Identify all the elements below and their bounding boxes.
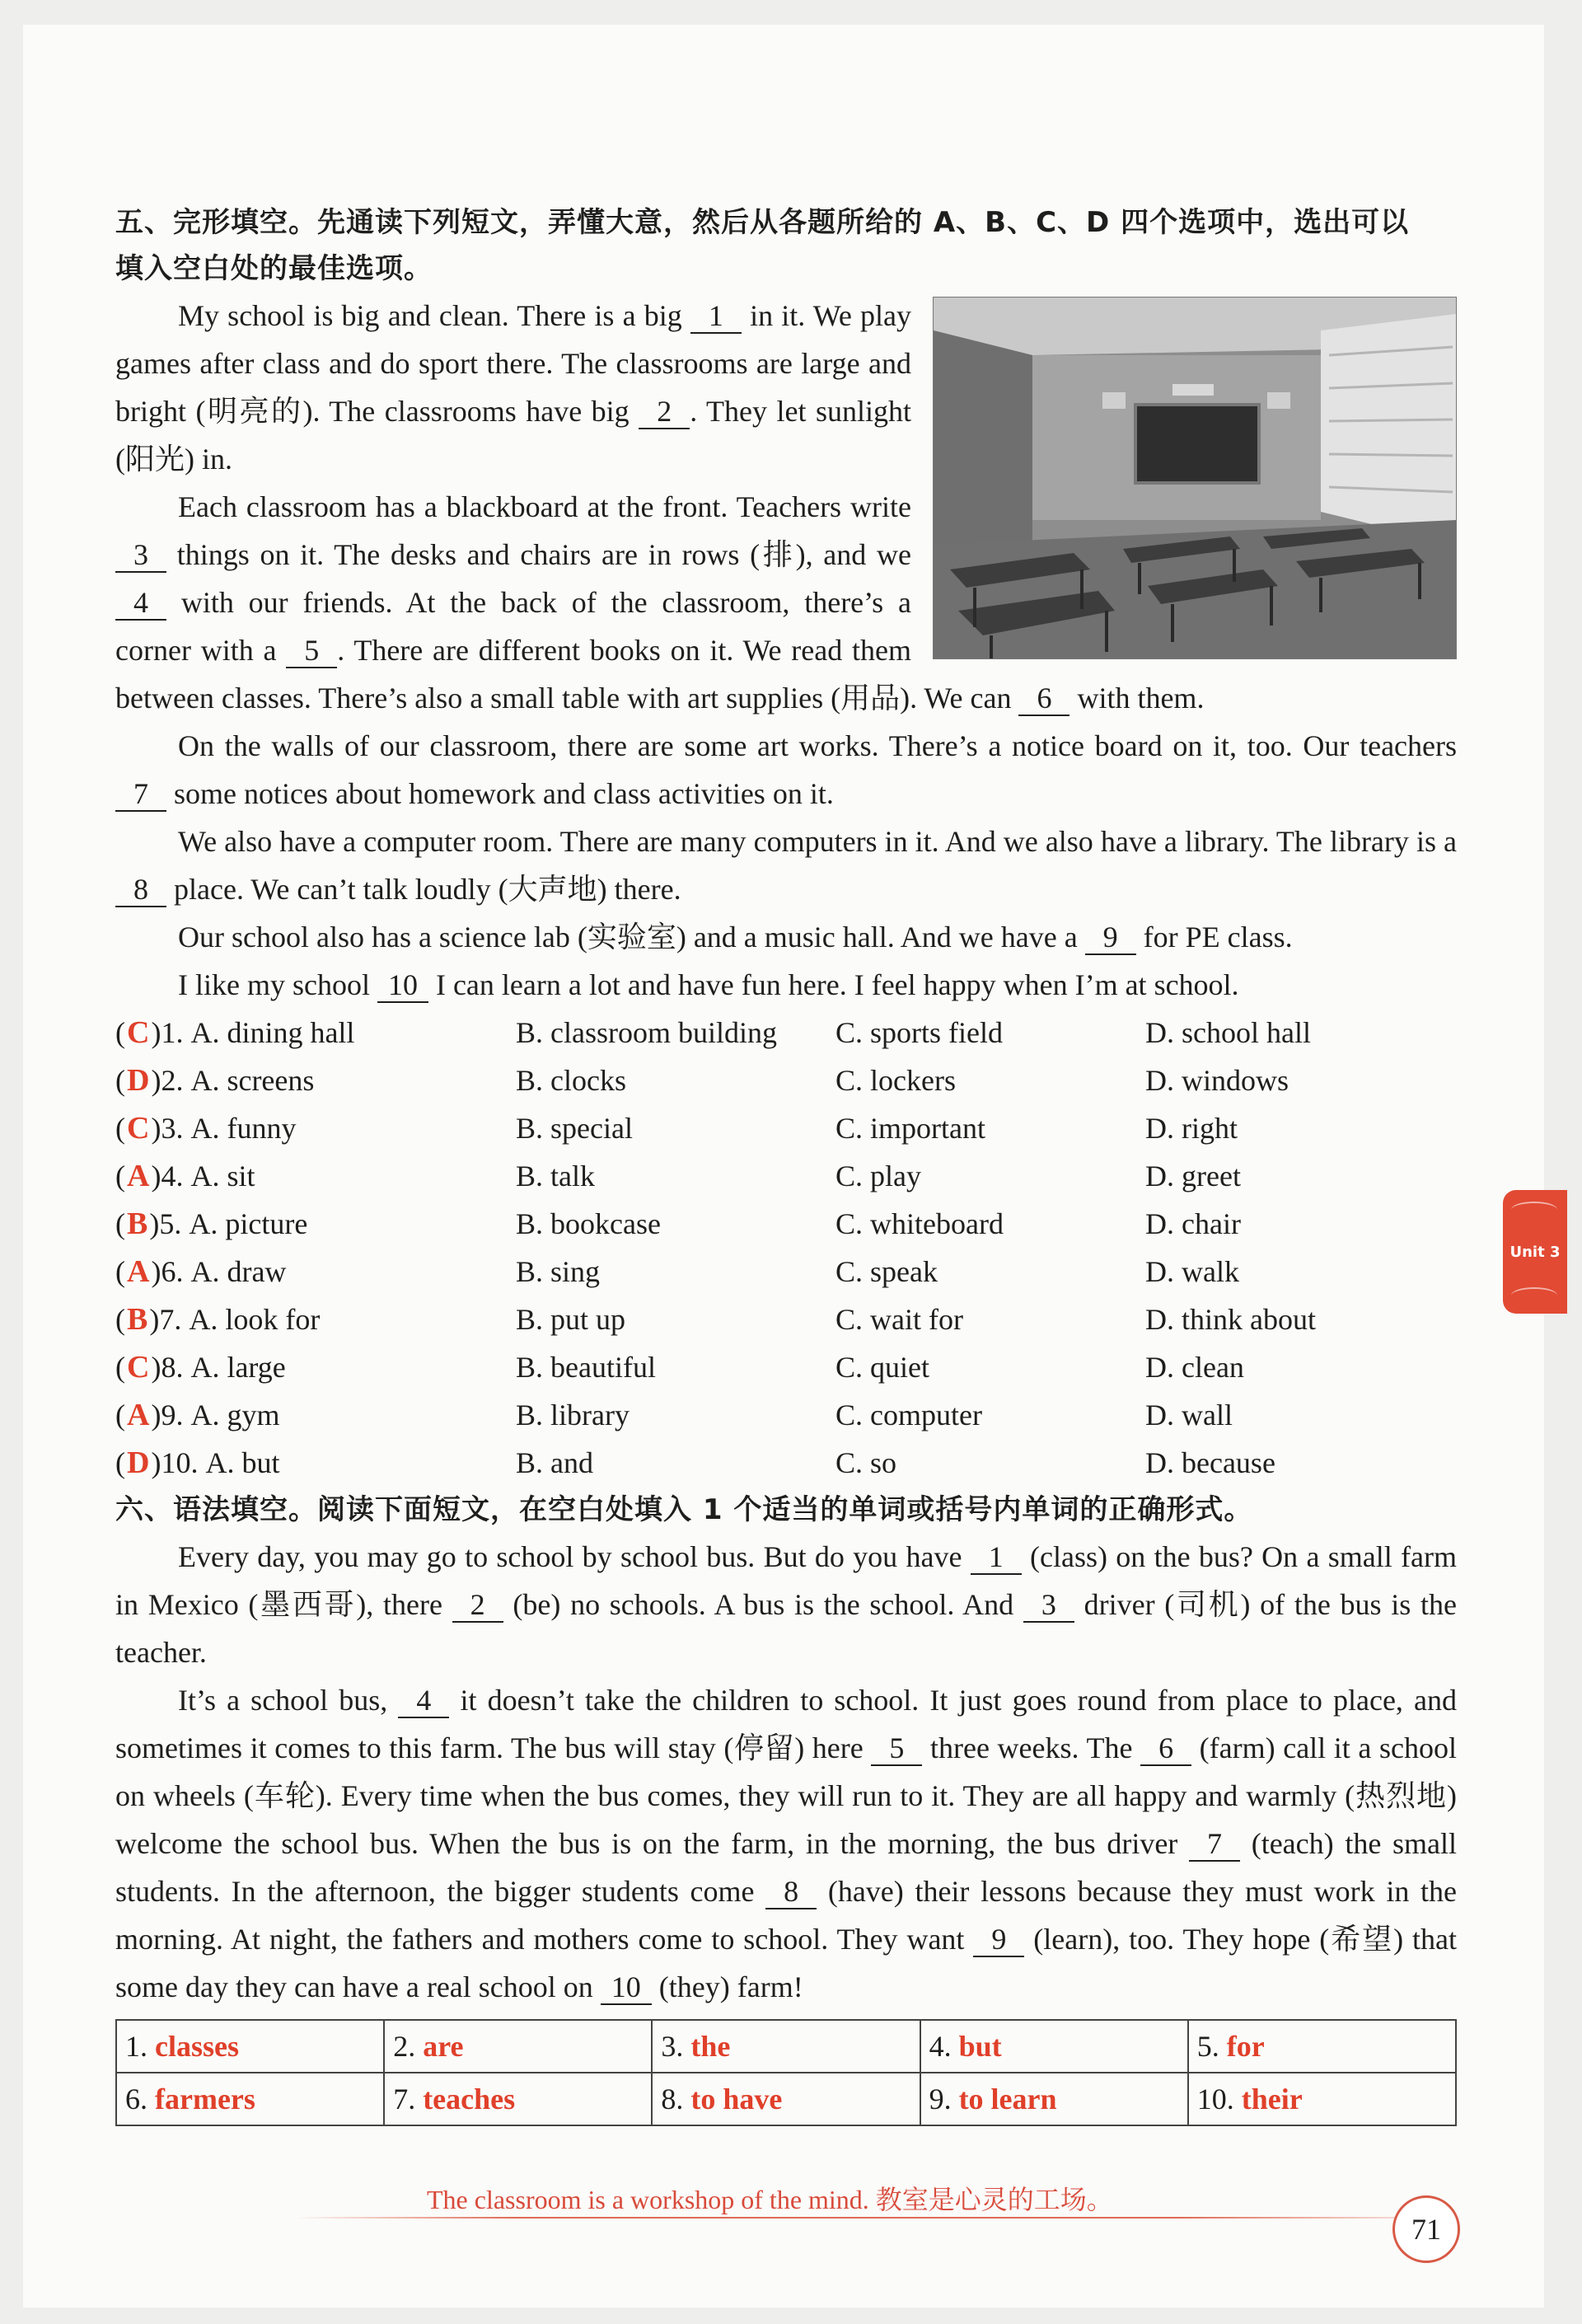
question-number: 3. [161,1112,184,1145]
answer-paren: ) [151,1112,161,1145]
question-number: 9. [161,1399,184,1431]
question-stem [115,1200,516,1248]
question-row [115,1200,1457,1248]
option-c: C. wait for [835,1303,963,1336]
spacer [415,2030,423,2063]
question-stem [115,1009,516,1057]
answer-letter: A [127,1398,150,1432]
answer-paren: ( [115,1160,125,1192]
option-d: D. greet [1145,1160,1241,1192]
option-b: B. library [516,1399,630,1431]
spacer [415,2083,423,2115]
answer-paren: ( [115,1016,125,1049]
blank-number: 5 [871,1731,922,1766]
blank-number: 2 [452,1588,503,1623]
blank-number: 1 [971,1540,1022,1575]
option-b: B. bookcase [516,1207,661,1240]
spacer [147,2083,155,2115]
question-number: 4. [161,1160,184,1192]
option-a: A. dining hall [190,1016,355,1049]
question-row [115,1057,1457,1104]
question-stem [115,1104,516,1152]
passage-text: with our friends. At the back of the classroom, there’s a corner with a [115,586,911,667]
question-number: 7. [159,1303,182,1336]
option-c: C. lockers [835,1064,956,1097]
option-d: D. windows [1145,1064,1289,1097]
passage-text: Our school also has a science lab (实验室) and a music hall. And we have a [178,921,1085,953]
option-a: A. funny [190,1112,297,1145]
section5-heading-line2: 填入空白处的最佳选项。 [115,252,433,285]
passage-text: (class) on the bus? On a small farm in Mexico (墨西哥), there [115,1540,1457,1621]
option-d: D. think about [1145,1303,1316,1336]
answer-paren: ( [115,1303,125,1336]
option-a: A. large [190,1351,286,1384]
blank-number: 7 [1189,1827,1240,1862]
section5-heading [115,199,1457,292]
blank-number: 9 [1085,921,1136,955]
option-c: C. quiet [835,1351,929,1384]
passage-text: in it. We play games after class and do sport there. The classrooms are large and bright (明亮的). The classrooms have big [115,299,911,428]
option-b: B. and [516,1446,593,1479]
page-number: 71 [1392,2195,1460,2263]
answer-number: 6. [125,2083,147,2115]
answer-cell [384,2020,652,2073]
spacer [1219,2030,1227,2063]
passage-paragraph [115,913,1457,961]
answer-letter: C [127,1350,150,1385]
section6-passage [115,1533,1457,2011]
blank-number: 6 [1140,1731,1191,1766]
spacer [147,2030,155,2063]
unit-tab[interactable] [1503,1190,1567,1314]
answer-word: to learn [958,2083,1057,2115]
passage-text: it doesn’t take the children to school. It just goes round from place to place, and sometimes it comes to this farm. The bus will stay (停留) here [115,1684,1458,1764]
option-b: B. clocks [516,1064,626,1097]
passage-text: (teach) the small students. In the afternoon, the bigger students come [115,1827,1457,1908]
answer-word: the [690,2030,731,2063]
question-stem [115,1057,516,1104]
passage-paragraph [115,1533,1457,1676]
answer-cell [1188,2020,1456,2073]
blank-number: 3 [115,538,166,573]
answer-number: 8. [661,2083,684,2115]
spacer [183,1057,190,1104]
spacer [952,2030,959,2063]
question-row [115,1439,1457,1487]
option-b: B. beautiful [516,1351,656,1384]
answer-word: farmers [155,2083,255,2115]
answer-letter: B [127,1302,148,1337]
spacer [183,1104,190,1152]
question-row [115,1296,1457,1343]
spacer [181,1296,189,1343]
section5-question-list [115,1009,1457,1487]
answer-word: are [423,2030,464,2063]
passage-text: (farm) call it a school on wheels (车轮). Every time when the bus comes, they will run to it. They are all happy and warmly (热烈地) welcome the school bus. When the bus is on the farm, in the morning, the bus driver [115,1731,1457,1860]
option-c: C. computer [835,1399,982,1431]
passage-text: driver (司机) of the bus is the teacher. [115,1588,1457,1669]
passage-text: My school is big and clean. There is a big [178,299,690,332]
passage-text: (they) farm! [651,1970,803,2003]
answer-number: 3. [661,2030,684,2063]
answer-paren: ( [115,1255,125,1288]
question-stem [115,1391,516,1439]
answer-letter: A [127,1254,150,1289]
classroom-photo-image [934,298,1456,658]
answer-cell [920,2073,1188,2125]
answer-paren: ( [115,1351,125,1384]
option-c: C. so [835,1446,897,1479]
answer-word: to have [690,2083,783,2115]
classroom-photo [933,297,1457,659]
content-area [115,199,1457,2126]
passage-text: On the walls of our classroom, there are some art works. There’s a notice board on it, too. Our teachers [178,729,1457,762]
answer-letter: B [127,1207,148,1241]
option-d: D. clean [1145,1351,1244,1384]
option-a: A. look for [189,1303,321,1336]
blank-number: 4 [115,586,166,621]
option-d: D. wall [1145,1399,1233,1431]
answer-number: 7. [393,2083,416,2115]
option-d: D. because [1145,1446,1275,1479]
question-row [115,1343,1457,1391]
blank-number: 8 [765,1875,817,1909]
blank-number: 6 [1018,682,1069,716]
option-a: A. draw [190,1255,287,1288]
blank-number: 5 [286,634,337,668]
question-stem [115,1152,516,1200]
answer-number: 4. [929,2030,952,2063]
answer-number: 5. [1196,2030,1219,2063]
section5-heading-line1: 五、完形填空。先通读下列短文，弄懂大意，然后从各题所给的 A、B、C、D 四个选项中，选出可以 [115,206,1410,239]
question-row [115,1152,1457,1200]
passage-text: I like my school [178,968,377,1001]
unit-tab-decoration [1511,1287,1557,1304]
spacer [183,1391,190,1439]
spacer [181,1200,189,1248]
question-row [115,1248,1457,1296]
answer-letter: C [127,1111,150,1146]
passage-text: We also have a computer room. There are many computers in it. And we also have a library. The library is a [178,825,1457,858]
passage-text: for PE class. [1135,921,1293,953]
passage-text: (be) no schools. A bus is the school. And [503,1588,1023,1621]
spacer [183,1248,190,1296]
option-b: B. special [516,1112,633,1145]
option-b: B. classroom building [516,1016,777,1049]
spacer [1234,2083,1242,2115]
answer-paren: ( [115,1446,125,1479]
option-c: C. sports field [835,1016,1003,1049]
blank-number: 4 [398,1684,449,1718]
footer-quote: The classroom is a workshop of the mind. 教室是心灵的工场。 [427,2185,1113,2214]
answer-number: 9. [929,2083,952,2115]
option-a: A. picture [189,1207,308,1240]
footer-divider [295,2217,1399,2219]
passage-text: Every day, you may go to school by school bus. But do you have [178,1540,971,1573]
answer-table-row [116,2020,1456,2073]
answer-word: but [958,2030,1002,2063]
question-row [115,1009,1457,1057]
option-a: A. screens [190,1064,315,1097]
option-b: B. talk [516,1160,595,1192]
question-stem [115,1439,516,1487]
spacer [183,1009,190,1057]
option-c: C. play [835,1160,921,1192]
question-number: 8. [161,1351,184,1384]
option-a: A. sit [190,1160,255,1192]
answer-paren: ( [115,1207,125,1240]
blank-number: 1 [690,299,742,334]
answer-paren: ) [151,1016,161,1049]
passage-text: (have) their lessons because they must work in the morning. At night, the fathers and mothers come to school. They want [115,1875,1457,1956]
section5-passage [115,292,1457,1009]
blank-number: 10 [377,968,428,1003]
question-number: 6. [161,1255,184,1288]
option-a: A. but [205,1446,280,1479]
section6-heading: 六、语法填空。阅读下面短文，在空白处填入 1 个适当的单词或括号内单词的正确形式。 [115,1493,1253,1526]
answer-word: teaches [423,2083,516,2115]
passage-paragraph [115,1676,1457,2011]
passage-text: three weeks. The [922,1731,1141,1764]
answer-number: 1. [125,2030,147,2063]
answer-word: for [1226,2030,1265,2063]
answer-cell [920,2020,1188,2073]
option-d: D. right [1145,1112,1238,1145]
question-row [115,1391,1457,1439]
answer-paren: ( [115,1399,125,1431]
passage-text: It’s a school bus, [178,1684,399,1717]
spacer [952,2083,959,2115]
passage-text: Each classroom has a blackboard at the front. Teachers write [178,490,911,523]
passage-paragraph [115,818,1457,913]
answer-number: 2. [393,2030,416,2063]
answer-paren: ( [115,1112,125,1145]
answer-word: classes [155,2030,239,2063]
answer-cell [384,2073,652,2125]
option-c: C. whiteboard [835,1207,1004,1240]
answer-paren: ) [149,1303,160,1336]
answer-cell [116,2073,384,2125]
question-number: 2. [161,1064,184,1097]
answer-cell [1188,2073,1456,2125]
answer-number: 10. [1196,2083,1234,2115]
spacer [183,1152,190,1200]
worksheet-page [23,25,1561,2308]
spacer [198,1439,205,1487]
answer-cell [652,2073,920,2125]
answer-cell [652,2020,920,2073]
passage-text: with them. [1069,682,1205,715]
option-a: A. gym [190,1399,280,1431]
blank-number: 7 [115,777,166,812]
blank-number: 8 [115,873,166,907]
blank-number: 10 [601,1970,652,2005]
section6-answer-table [115,2019,1457,2126]
blank-number: 2 [639,395,690,429]
answer-paren: ) [149,1207,160,1240]
passage-text: . They let sunlight (阳光) in. [115,395,911,476]
answer-letter: D [127,1063,150,1098]
answer-paren: ( [115,1064,125,1097]
unit-tab-decoration [1511,1202,1557,1218]
answer-paren: ) [151,1399,161,1431]
passage-text: I can learn a lot and have fun here. I feel happy when I’m at school. [428,968,1239,1001]
question-number: 1. [161,1016,184,1049]
question-stem [115,1296,516,1343]
answer-paren: ) [151,1064,161,1097]
option-d: D. school hall [1145,1016,1311,1049]
spacer [183,1343,190,1391]
answer-word: their [1241,2083,1303,2115]
answer-paren: ) [151,1351,161,1384]
answer-table-row [116,2073,1456,2125]
passage-text: things on it. The desks and chairs are in rows (排), and we [166,538,911,571]
option-d: D. chair [1145,1207,1241,1240]
question-row [115,1104,1457,1152]
blank-number: 9 [973,1923,1024,1957]
passage-text: place. We can’t talk loudly (大声地) there. [166,873,681,906]
question-stem [115,1343,516,1391]
option-c: C. important [835,1112,985,1145]
option-b: B. put up [516,1303,626,1336]
option-d: D. walk [1145,1255,1239,1288]
passage-paragraph [115,961,1457,1009]
option-c: C. speak [835,1255,938,1288]
answer-cell [116,2020,384,2073]
answer-paren: ) [151,1160,161,1192]
passage-text: . There are different books on it. We read them between classes. There’s also a small table with art supplies (用品). We can [115,634,1019,715]
question-number: 10. [161,1446,199,1479]
passage-paragraph [115,722,1457,818]
unit-tab-label: Unit 3 [1509,1243,1561,1261]
option-b: B. sing [516,1255,601,1288]
passage-text: (learn), too. They hope (希望) that some day they can have a real school on [115,1923,1457,2003]
answer-paren: ) [151,1255,161,1288]
answer-letter: A [127,1159,150,1193]
answer-letter: C [127,1015,150,1050]
answer-letter: D [127,1445,150,1480]
blank-number: 3 [1023,1588,1074,1623]
question-number: 5. [159,1207,182,1240]
answer-paren: ) [151,1446,161,1479]
question-stem [115,1248,516,1296]
passage-text: some notices about homework and class activities on it. [166,777,834,810]
